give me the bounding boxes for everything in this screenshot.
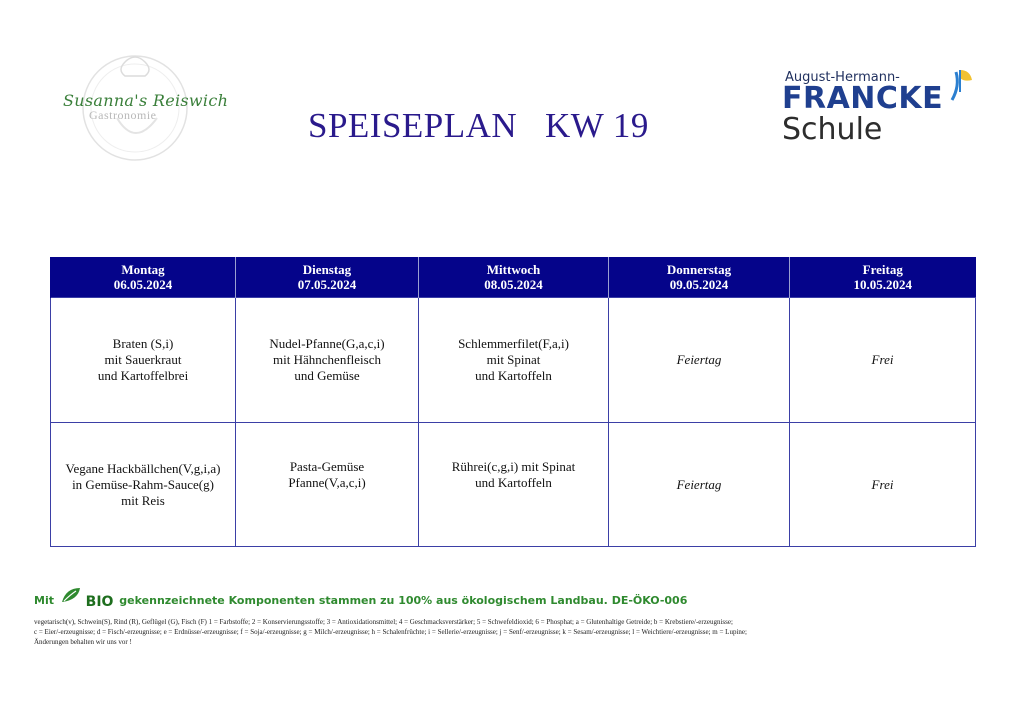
menu-cell-thursday-1 (609, 298, 790, 423)
menu-line: und Gemüse (294, 368, 360, 383)
day-name: Donnerstag (666, 262, 732, 277)
caterer-logo (55, 48, 229, 166)
bio-notice (34, 592, 687, 610)
menu-line: Pasta-Gemüse (289, 458, 365, 474)
holiday-label: Feiertag (676, 476, 722, 492)
caterer-subtitle: Gastronomie (89, 108, 157, 122)
menu-line: mit Sauerkraut (104, 352, 182, 367)
menu-line: Vegane Hackbällchen(V,g,i,a) (65, 460, 221, 476)
menu-line: und Kartoffeln (475, 474, 552, 490)
day-name: Montag (121, 262, 165, 277)
caterer-name: Susanna's Reiswich (63, 91, 229, 110)
day-name: Dienstag (302, 262, 352, 277)
day-date: 09.05.2024 (669, 277, 729, 292)
school-logo-line3: Schule (782, 112, 883, 147)
school-logo-line1: August-Hermann- (785, 70, 900, 85)
menu-line: und Kartoffeln (475, 368, 552, 383)
school-logo-mark-icon (946, 66, 976, 106)
menu-line: Schlemmerfilet(F,a,i) (458, 336, 569, 351)
menu-line: Nudel-Pfanne(G,a,c,i) (269, 336, 385, 351)
legend-line: c = Eier/-erzeugnisse; d = Fisch/-erzeugnisse; e = Erdnüsse/-erzeugnisse; f = Soja/-erzeugnisse; g = Milch/-erzeugnisse; h = Schalenfrüchte; i = Sellerie/-erzeugnisse; j = Senf/-erzeugnisse; k = Sesam/-erzeugnisse; l = Weichtiere/-erzeugnisse; m = Lupine; (34, 628, 747, 636)
day-header-thursday (609, 257, 790, 298)
bio-word: BIO (85, 594, 114, 610)
menu-line: und Kartoffelbrei (97, 368, 189, 383)
page-title: SPEISEPLAN KW 19 (308, 106, 649, 145)
menu-cell-tuesday-1 (236, 298, 419, 423)
day-header-monday (51, 257, 236, 298)
day-header-row (51, 257, 976, 298)
menu-line: Pfanne(V,a,c,i) (288, 474, 366, 490)
school-logo (782, 66, 982, 156)
menu-cell-wednesday-1 (419, 298, 609, 423)
day-off-label: Frei (871, 476, 894, 492)
menu-line: in Gemüse-Rahm-Sauce(g) (72, 476, 214, 492)
menu-cell-friday-2 (790, 423, 976, 547)
bio-logo (60, 586, 114, 610)
menu-cell-tuesday-2 (236, 423, 419, 547)
legend-line: Änderungen behalten wir uns vor ! (34, 638, 132, 646)
day-date: 10.05.2024 (853, 277, 912, 292)
menu-line: mit Reis (121, 492, 165, 508)
day-date: 07.05.2024 (297, 277, 357, 292)
day-date: 06.05.2024 (113, 277, 173, 292)
legend-line: vegetarisch(v), Schwein(S), Rind (R), Geflügel (G), Fisch (F) 1 = Farbstoffe; 2 = Konservierungsstoffe; 3 = Antioxidationsmittel; 4 = Geschmacksverstärker; 5 = Schwefeldioxid; 6 = Phosphat; a = Glutenhaltige Getreide; b = Krebstiere/-erzeugnisse; (34, 618, 733, 626)
day-off-label: Frei (871, 352, 894, 367)
day-header-wednesday (419, 257, 609, 298)
day-header-tuesday (236, 257, 419, 298)
holiday-label: Feiertag (676, 352, 722, 367)
menu-line: Rührei(c,g,i) mit Spinat (451, 458, 576, 474)
menu-line: mit Hähnchenfleisch (273, 352, 381, 367)
menu-table (50, 257, 976, 547)
menu-row-2 (51, 423, 976, 547)
allergen-legend (34, 617, 954, 647)
day-name: Mittwoch (486, 262, 541, 277)
menu-line: Braten (S,i) (112, 336, 174, 351)
menu-cell-wednesday-2 (419, 423, 609, 547)
menu-cell-friday-1 (790, 298, 976, 423)
bio-text: gekennzeichnete Komponenten stammen zu 100% aus ökologischem Landbau. DE-ÖKO-006 (119, 594, 688, 607)
day-name: Freitag (862, 262, 903, 277)
school-logo-line2: FRANCKE (782, 81, 944, 116)
menu-cell-monday-1 (51, 298, 236, 423)
menu-cell-thursday-2 (609, 423, 790, 547)
menu-line: mit Spinat (486, 352, 541, 367)
day-date: 08.05.2024 (484, 277, 543, 292)
bio-prefix: Mit (34, 594, 54, 607)
menu-row-1 (51, 298, 976, 423)
day-header-friday (790, 257, 976, 298)
menu-cell-monday-2 (51, 423, 236, 547)
